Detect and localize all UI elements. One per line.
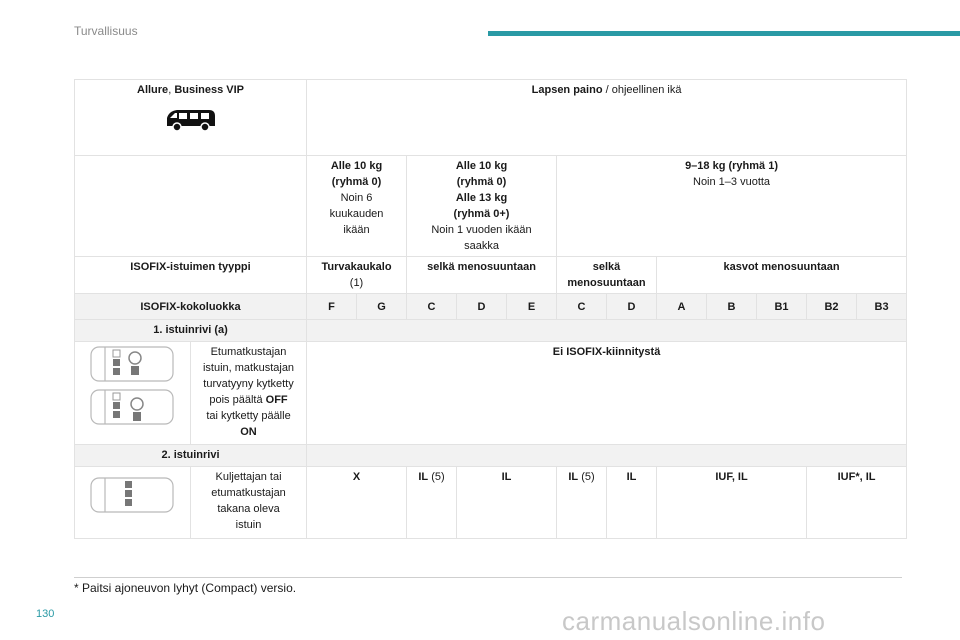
section-title: Turvallisuus xyxy=(74,24,138,38)
child-weight-header xyxy=(307,80,907,156)
row1-on: ON xyxy=(240,425,257,438)
row1-value: Ei ISOFIX-kiinnitystä xyxy=(307,341,907,444)
watermark: carmanualsonline.info xyxy=(562,606,826,636)
accent-bar xyxy=(488,31,960,36)
row2-desc-line: istuin xyxy=(235,518,262,531)
row2-value-cell: IUF*, IL xyxy=(807,466,907,538)
empty-cell xyxy=(307,319,907,341)
vehicle-sep: , xyxy=(168,84,175,96)
row2-value-cell: IL xyxy=(457,466,557,538)
table-row-row2 xyxy=(75,466,907,538)
empty-cell xyxy=(75,156,307,257)
row1-desc-line: Etumatkustajan xyxy=(210,345,287,358)
table-row-row1-label xyxy=(75,319,907,341)
vehicle-cell xyxy=(75,80,307,156)
wg1-line: saakka xyxy=(464,240,499,253)
wg0-line: Alle 10 kg xyxy=(330,160,383,173)
row2-desc-cell xyxy=(191,466,307,538)
seat-type-carrycot: Turvakaukalo xyxy=(321,261,392,274)
row1-desc-line: pois päältä xyxy=(209,393,266,406)
size-class-cell: C xyxy=(407,294,457,319)
weight-group-2 xyxy=(557,156,907,257)
row1-label: 1. istuinrivi (a) xyxy=(75,319,307,341)
wg1-line: Alle 13 kg xyxy=(455,192,508,205)
table-row-header xyxy=(75,80,907,156)
row2-desc-line: takana oleva xyxy=(217,502,280,515)
size-class-cell: G xyxy=(357,294,407,319)
row1-desc-line: tai kytketty päälle xyxy=(206,409,291,422)
wg0-line: (ryhmä 0) xyxy=(331,176,382,189)
footnote-divider xyxy=(74,577,902,578)
wg2-line: 9–18 kg (ryhmä 1) xyxy=(685,160,778,173)
weight-group-1 xyxy=(407,156,557,257)
size-class-cell: E xyxy=(507,294,557,319)
wg1-line: Alle 10 kg xyxy=(455,160,508,173)
seat-type-rear-facing-2-l1: selkä xyxy=(592,261,621,274)
table-row-row1 xyxy=(75,341,907,444)
row1-seat-diagram-cell xyxy=(75,341,191,444)
vehicle-name-1: Allure xyxy=(137,84,169,96)
size-class-cell: C xyxy=(557,294,607,319)
row1-desc-line: turvatyyny kytketty xyxy=(203,377,294,390)
table-row-seat-type xyxy=(75,257,907,294)
seat-type-carrycot-note: (1) xyxy=(349,277,364,290)
child-weight-bold: Lapsen paino xyxy=(531,84,603,96)
row2-desc-line: Kuljettajan tai xyxy=(215,470,282,483)
seat-type-carrycot-cell xyxy=(307,257,407,294)
row2-value-cell: IL xyxy=(607,466,657,538)
seat-type-rear-facing-1: selkä menosuuntaan xyxy=(407,257,557,294)
size-class-cell: D xyxy=(607,294,657,319)
wg1-line: (ryhmä 0+) xyxy=(453,208,510,221)
size-class-cell: B3 xyxy=(857,294,907,319)
table-row-weight-groups xyxy=(75,156,907,257)
seat-diagram-icon xyxy=(78,475,187,515)
size-class-cell: D xyxy=(457,294,507,319)
child-weight-rest: / ohjeellinen ikä xyxy=(602,84,682,96)
size-class-cell: A xyxy=(657,294,707,319)
size-class-cell: F xyxy=(307,294,357,319)
empty-cell xyxy=(307,444,907,466)
seat-type-forward-facing: kasvot menosuuntaan xyxy=(657,257,907,294)
footnote: * Paitsi ajoneuvon lyhyt (Compact) versio. xyxy=(74,581,297,595)
seat-type-rear-facing-2-cell xyxy=(557,257,657,294)
row2-seat-diagram-cell xyxy=(75,466,191,538)
size-class-label: ISOFIX-kokoluokka xyxy=(75,294,307,319)
wg0-line: ikään xyxy=(343,224,370,237)
table-row-row2-label xyxy=(75,444,907,466)
row2-value-cell: IUF, IL xyxy=(657,466,807,538)
row1-off: OFF xyxy=(265,393,288,406)
row2-value-cell: X xyxy=(307,466,407,538)
row2-value-cell: IL (5) xyxy=(557,466,607,538)
seat-type-label: ISOFIX-istuimen tyyppi xyxy=(75,257,307,294)
wg1-line: (ryhmä 0) xyxy=(456,176,507,189)
row2-label: 2. istuinrivi xyxy=(75,444,307,466)
wg0-line: Noin 6 xyxy=(340,192,373,205)
isofix-table xyxy=(74,79,907,539)
wg1-line: Noin 1 vuoden ikään xyxy=(431,224,532,237)
row1-desc-cell xyxy=(191,341,307,444)
seat-type-rear-facing-2-l2: menosuuntaan xyxy=(567,277,646,290)
wg2-line: Noin 1–3 vuotta xyxy=(693,176,771,189)
size-class-cell: B1 xyxy=(757,294,807,319)
row2-value-cell: IL (5) xyxy=(407,466,457,538)
table-row-size-class xyxy=(75,294,907,319)
size-class-cell: B2 xyxy=(807,294,857,319)
vehicle-name-2: Business VIP xyxy=(174,84,245,96)
van-icon xyxy=(78,106,303,134)
wg0-line: kuukauden xyxy=(329,208,384,221)
size-class-cell: B xyxy=(707,294,757,319)
row1-desc-line: istuin, matkustajan xyxy=(202,361,295,374)
weight-group-0 xyxy=(307,156,407,257)
seat-diagram-icon xyxy=(78,344,187,430)
row2-desc-line: etumatkustajan xyxy=(211,486,286,499)
page-number: 130 xyxy=(36,608,55,620)
